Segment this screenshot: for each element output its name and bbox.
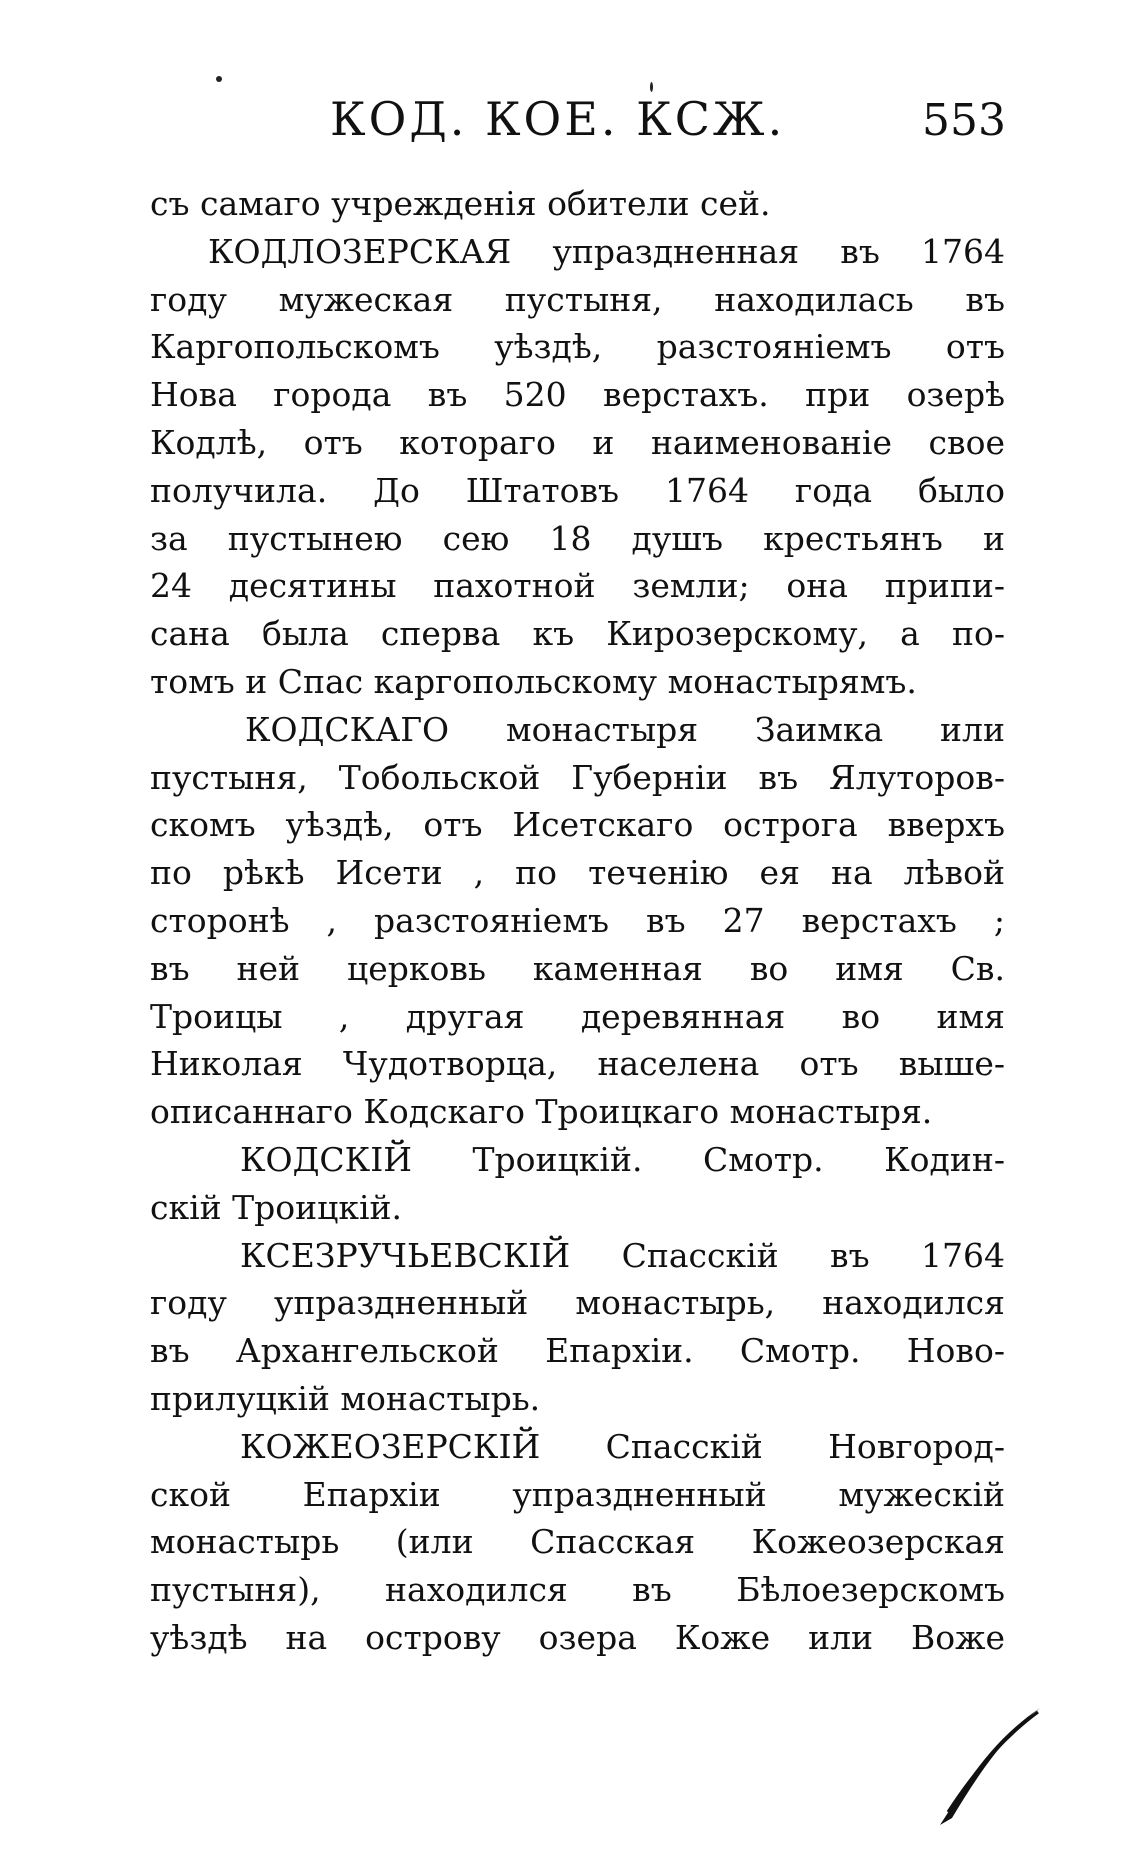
text-line: Каргопольскомъ уѣздѣ, разстояніемъ отъ [150,327,1005,367]
ink-speck [216,76,222,82]
text-line: уѣздѣ на острову озера Коже или Воже [150,1617,1005,1657]
text-line: скій Троицкій. [150,1187,403,1227]
quill-flourish-icon [930,1700,1050,1830]
entry-headline: КОДСКАГО монастыря Заимка или [245,709,1005,749]
text-line: 24 десятины пахотной земли; она припи- [150,566,1005,606]
text-line: монастырь (или Спасская Кожеозерская [150,1522,1005,1562]
text-line: году мужеская пустыня, находилась въ [150,279,1005,319]
ink-speck [650,82,653,92]
text-line: Троицы , другая деревянная во имя [150,996,1005,1036]
running-head: КОД. КОЕ. КСЖ. [330,92,786,146]
text-line: сторонѣ , разстояніемъ въ 27 верстахъ ; [150,900,1005,940]
text-line: пустыня, Тобольской Губерніи въ Ялуторов- [150,757,1005,797]
text-line: Николая Чудотворца, населена отъ выше- [150,1044,1005,1084]
text-line: съ самаго учрежденія обители сей. [150,184,771,223]
entry-headline: КОДСКІЙ Троицкій. Смотр. Кодин- [240,1139,1005,1179]
text-line: Нова города въ 520 верстахъ. при озерѣ [150,375,1005,415]
text-line: Кодлѣ, отъ котораго и наименованіе свое [150,422,1005,462]
text-line: описаннаго Кодскаго Троицкаго монастыря. [150,1092,933,1132]
text-line: сана была сперва къ Кирозерскому, а по- [150,614,1005,654]
text-line: пустыня), находился въ Бѣлоезерскомъ [150,1570,1005,1610]
text-line: прилуцкій монастырь. [150,1378,541,1418]
text-line: по рѣкѣ Исети , по теченію ея на лѣвой [150,853,1005,893]
entry-headline: КСЕЗРУЧЬЕВСКІЙ Спасскій въ 1764 [240,1235,1005,1275]
text-line: томъ и Спас каргопольскому монастырямъ. [150,661,917,701]
text-line: году упраздненный монастырь, находился [150,1283,1005,1323]
text-line: въ Архангельской Епархіи. Смотр. Ново- [150,1331,1005,1371]
text-line: за пустынею сею 18 душъ крестьянъ и [150,518,1005,558]
text-line: въ ней церковь каменная во имя Св. [150,948,1005,988]
text-line: получила. До Штатовъ 1764 года было [150,470,1005,510]
entry-headline: КОЖЕОЗЕРСКІЙ Спасскій Новгород- [240,1426,1005,1466]
text-line: скомъ уѣздѣ, отъ Исетскаго острога вверхъ [150,805,1005,845]
page-number: 553 [922,95,1006,146]
entry-headline: КОДЛОЗЕРСКАЯ упраздненная въ 1764 [208,231,1005,271]
text-line: ской Епархіи упраздненный мужескій [150,1474,1005,1514]
body-text [150,180,1005,1662]
